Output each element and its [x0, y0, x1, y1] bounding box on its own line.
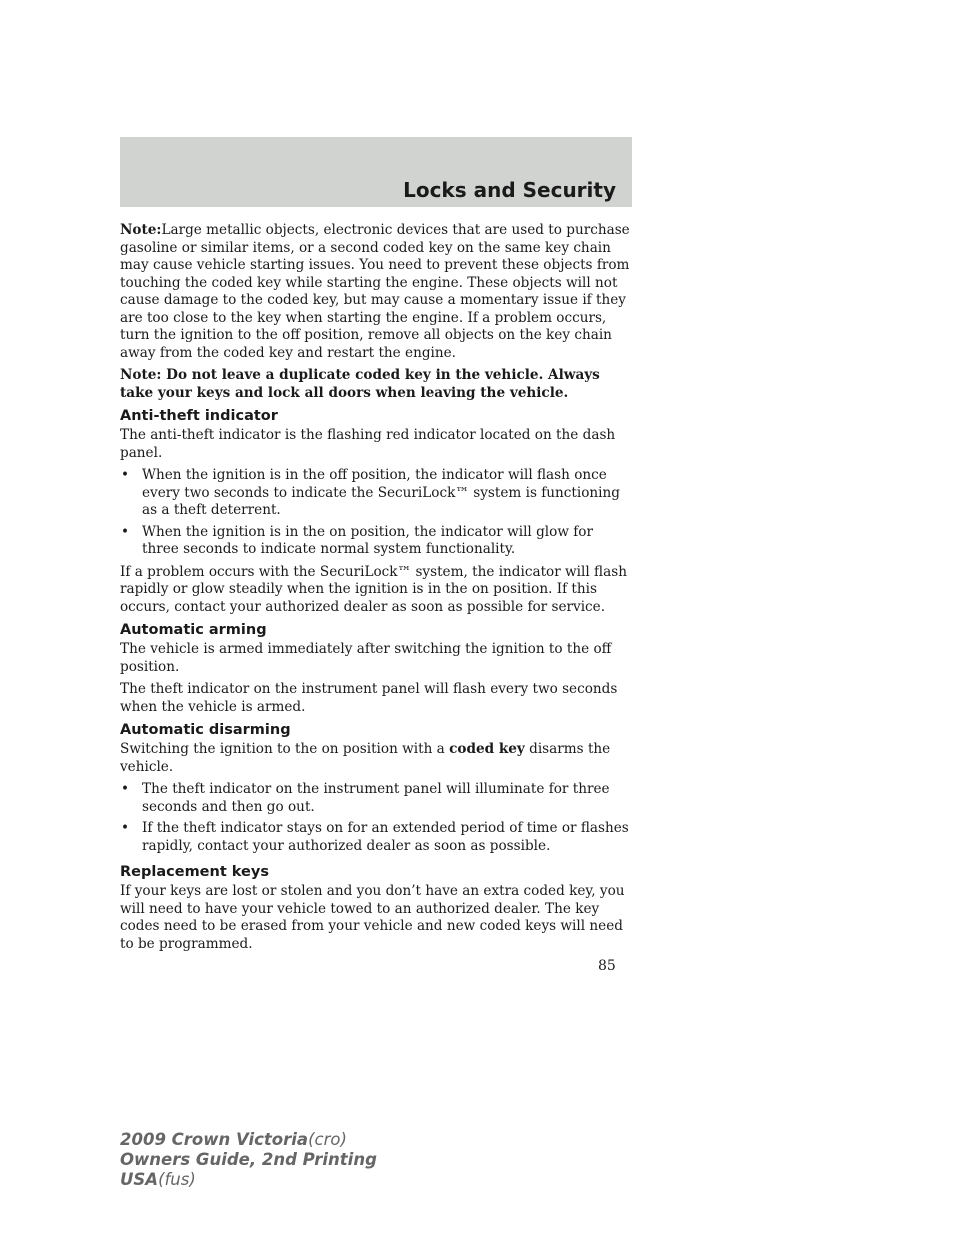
list-item [120, 781, 632, 816]
coded-key-term: coded key [449, 741, 525, 757]
footer-printing: Owners Guide, 2nd Printing [120, 1150, 377, 1169]
footer-model: 2009 Crown Victoria [120, 1130, 309, 1149]
list-item [120, 524, 632, 559]
disarming-intro-text-end: disarms the vehicle. [120, 741, 611, 775]
footer-market: USA [120, 1170, 159, 1189]
list-item [120, 820, 632, 855]
footer-model-code: (cro) [308, 1130, 347, 1149]
arming-paragraph-2: The theft indicator on the instrument panel will flash every two seconds when the vehicle is armed. [120, 681, 618, 715]
bullet-icon: • [121, 523, 130, 540]
bullet-icon: • [121, 820, 130, 836]
disarming-intro [120, 741, 632, 776]
anti-theft-outro: If a problem occurs with the SecuriLock™ system, the indicator will flash rapidly or glow steadily when the ignition is in the on position. If this occurs, contact your authorized dealer as soon as possible for service. [120, 563, 627, 615]
bullet-icon: • [121, 781, 130, 797]
anti-theft-heading: Anti-theft indicator [120, 408, 278, 424]
footer-line-3 [120, 1170, 377, 1190]
automatic-arming-heading: Automatic arming [120, 622, 267, 638]
section-title: Locks and Security [403, 178, 616, 202]
note-label: Note: [120, 222, 162, 238]
disarming-intro-text: Switching the ignition to the on position with a [120, 741, 450, 757]
arming-paragraph-1: The vehicle is armed immediately after switching the ignition to the off position. [120, 641, 612, 675]
page-content [120, 222, 632, 958]
note-text: Large metallic objects, electronic devices that are used to purchase gasoline or similar items, or a second coded key on the same key chain may cause vehicle starting issues. You need to prevent these objects from touching the coded key while starting the engine. These objects will not cause damage to the coded key, but may cause a momentary issue if they are too close to the key when starting the engine. If a problem occurs, turn the ignition to the off position, remove all objects on the key chain away from the coded key and restart the engine. [120, 222, 630, 361]
section-header-band [120, 137, 632, 207]
replacement-keys-heading: Replacement keys [120, 864, 269, 880]
list-item-text: When the ignition is in the on position, the indicator will glow for three seconds to indicate normal system functionality. [142, 523, 593, 557]
list-item-text: The theft indicator on the instrument panel will illuminate for three seconds and then go out. [142, 781, 610, 815]
disarming-bullet-list [120, 781, 632, 855]
footer-line-2 [120, 1150, 377, 1170]
anti-theft-bullet-list [120, 467, 632, 559]
list-item [120, 467, 632, 520]
page-number: 85 [598, 958, 616, 974]
replacement-keys-paragraph: If your keys are lost or stolen and you don’t have an extra coded key, you will need to have your vehicle towed to an authorized dealer. The key codes need to be erased from your vehicle and new coded keys will need to be programmed. [120, 883, 625, 952]
footer-line-1 [120, 1130, 377, 1150]
list-item-text: If the theft indicator stays on for an extended period of time or flashes rapidly, contact your authorized dealer as soon as possible. [142, 820, 629, 854]
footer-market-code: (fus) [158, 1170, 196, 1189]
document-footer [120, 1130, 377, 1190]
bullet-icon: • [121, 467, 130, 483]
anti-theft-intro: The anti-theft indicator is the flashing red indicator located on the dash panel. [120, 427, 616, 461]
list-item-text: When the ignition is in the off position, the indicator will flash once every two seconds to indicate the SecuriLock™ system is functioning as a theft deterrent. [142, 467, 620, 518]
note-paragraph [120, 222, 632, 362]
automatic-disarming-heading: Automatic disarming [120, 722, 291, 738]
duplicate-key-note: Note: Do not leave a duplicate coded key in the vehicle. Always take your keys and lock all doors when leaving the vehicle. [120, 367, 600, 401]
